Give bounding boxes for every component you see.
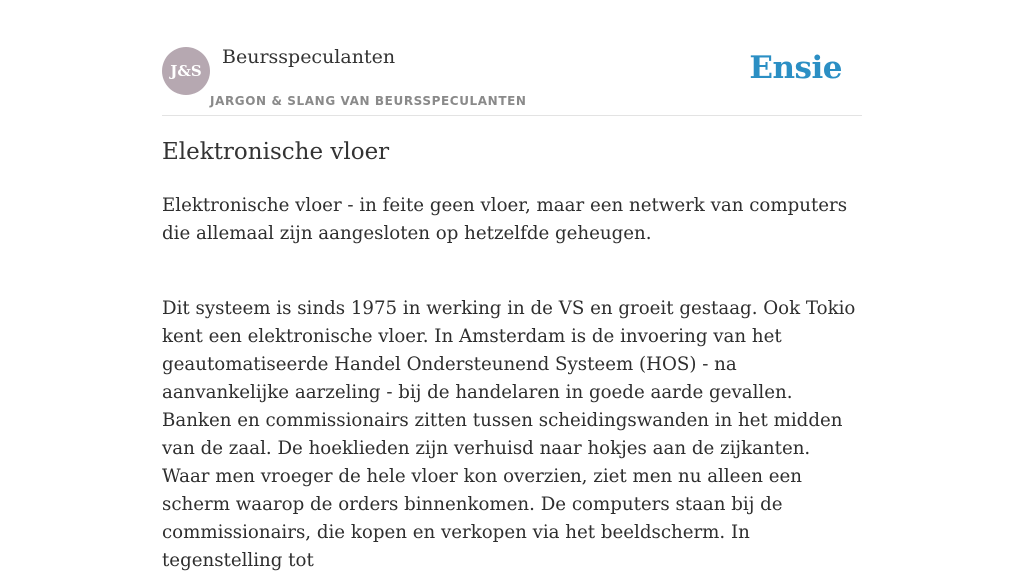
entry-paragraph: Elektronische vloer - in feite geen vloer, maar een netwerk van computers die allemaal zijn aangesloten op hetzelfde geheugen. — [162, 195, 848, 244]
ensie-logo[interactable]: Ensie — [749, 50, 842, 86]
entry-title: Elektronische vloer — [162, 139, 390, 165]
content-container — [162, 0, 862, 571]
dictionary-subtitle: JARGON & SLANG VAN BEURSSPECULANTEN — [210, 94, 527, 108]
entry-paragraph: Dit systeem is sinds 1975 in werking in de VS en groeit gestaag. Ook Tokio kent een elektronische vloer. In Amsterdam is de invoering van het geautomatiseerde Handel Ondersteunend Systeem (HOS) - na aanvankelijke aarzeling - bij de handelaren in goede aarde gevallen. Banken en commissionairs zitten tussen scheidingswanden in het midden van de zaal. De hoeklieden zijn verhuisd naar hokjes aan de zijkanten. Waar men vroeger de hele vloer kon overzien, ziet men nu alleen een scherm waarop de orders binnenkomen. De computers staan bij de commissionairs, die kopen en verkopen via het beeldscherm. In tegenstelling tot — [162, 298, 856, 571]
dictionary-avatar[interactable]: J&S — [162, 47, 210, 95]
dictionary-name-link[interactable]: Beursspeculanten — [222, 46, 396, 68]
dictionary-header — [162, 0, 862, 116]
